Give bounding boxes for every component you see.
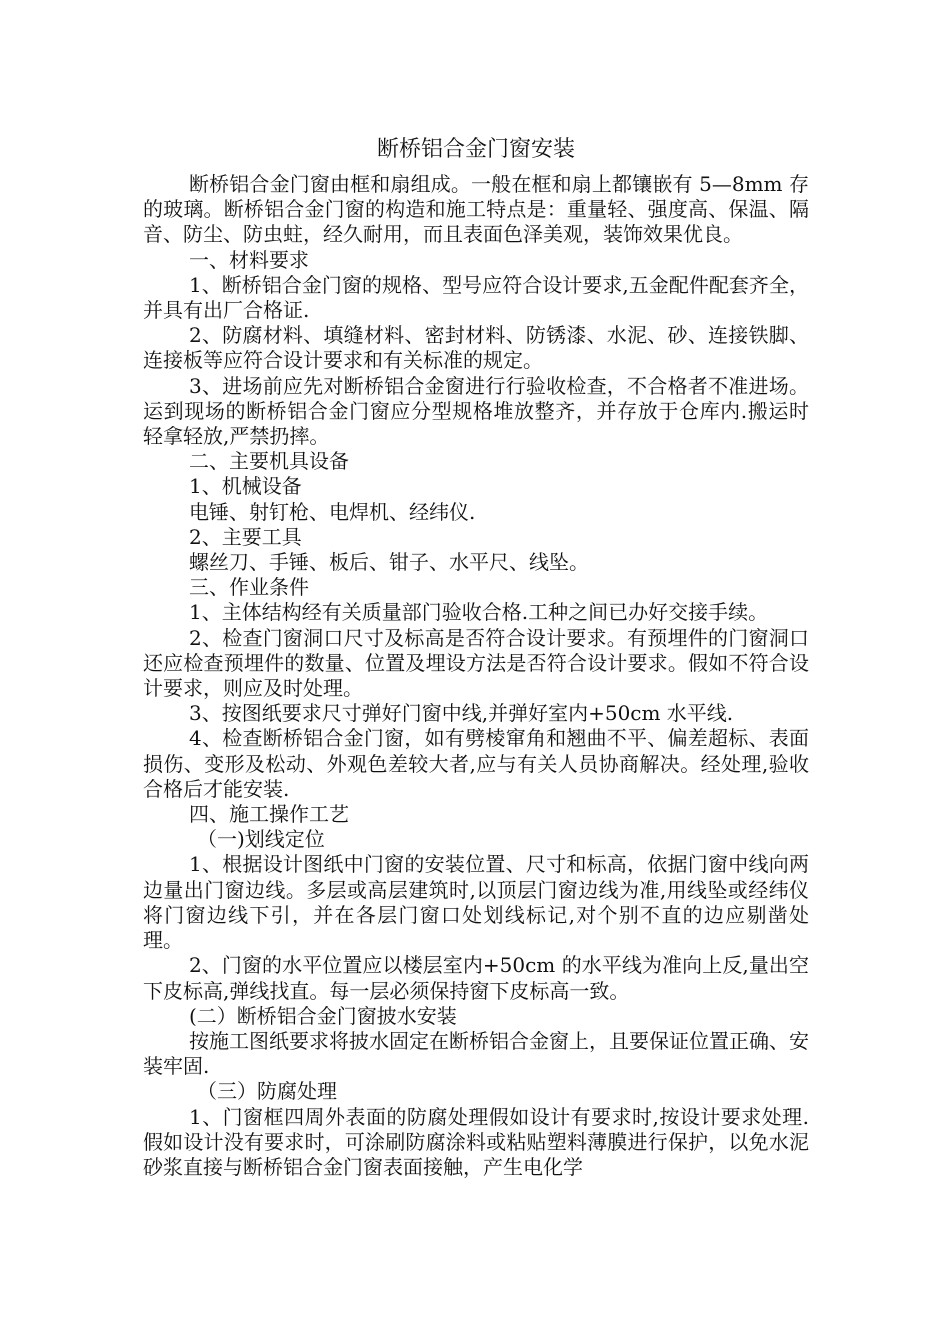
heading-materials: 一、材料要求 (189, 247, 309, 272)
paragraph-intro: 断桥铝合金门窗由框和扇组成。一般在框和扇上都镶嵌有 5—8mm 存的玻璃。断桥铝合金门窗的构造和施工特点是：重量轻、强度高、保温、隔音、防尘、防虫蛀，经久耐用，而且表面色泽美观，装饰效果优良。 (143, 172, 809, 247)
paragraph-anticorrosion-1: 1、门窗框四周外表面的防腐处理假如设计有要求时,按设计要求处理.假如设计没有要求时，可涂刷防腐涂料或粘贴塑料薄膜进行保护，以免水泥砂浆直接与断桥铝合金门窗表面接触，产生电化学 (143, 1104, 809, 1179)
document-page (143, 128, 809, 1180)
subheading-tools: 2、主要工具 (189, 524, 302, 549)
paragraph-material-2: 2、防腐材料、填缝材料、密封材料、防锈漆、水泥、砂、连接铁脚、连接板等应符合设计要求和有关标准的规定。 (143, 323, 809, 373)
paragraph-condition-3: 3、按图纸要求尺寸弹好门窗中线,并弹好室内+50cm 水平线. (189, 701, 734, 726)
document-title: 断桥铝合金门窗安装 (376, 137, 575, 162)
heading-conditions: 三、作业条件 (189, 575, 309, 600)
subheading-marking: （一)划线定位 (197, 827, 325, 852)
paragraph-tools-list: 螺丝刀、手锤、板后、钳子、水平尺、线坠。 (189, 550, 589, 575)
paragraph-condition-4: 4、检查断桥铝合金门窗，如有劈棱窜角和翘曲不平、偏差超标、表面损伤、变形及松动、外观色差较大者,应与有关人员协商解决。经处理,验收合格后才能安装. (143, 726, 809, 801)
paragraph-machinery-list: 电锤、射钉枪、电焊机、经纬仪. (189, 499, 476, 524)
paragraph-material-3: 3、进场前应先对断桥铝合金窗进行行验收检查，不合格者不准进场。运到现场的断桥铝合金门窗应分型规格堆放整齐，并存放于仓库内.搬运时轻拿轻放,严禁扔摔。 (143, 373, 809, 449)
paragraph-drip-cap: 按施工图纸要求将披水固定在断桥铝合金窗上，且要保证位置正确、安装牢固. (143, 1028, 809, 1079)
paragraph-condition-2: 2、检查门窗洞口尺寸及标高是否符合设计要求。有预埋件的门窗洞口还应检查预埋件的数量、位置及埋设方法是否符合设计要求。假如不符合设计要求，则应及时处理。 (143, 625, 809, 701)
paragraph-marking-2: 2、门窗的水平位置应以楼层室内+50cm 的水平线为准向上反,量出空下皮标高,弹线找直。每一层必须保持窗下皮标高一致。 (143, 953, 809, 1003)
paragraph-material-1: 1、断桥铝合金门窗的规格、型号应符合设计要求,五金配件配套齐全，并具有出厂合格证. (143, 272, 809, 323)
paragraph-marking-1: 1、根据设计图纸中门窗的安装位置、尺寸和标高，依据门窗中线向两边量出门窗边线。多层或高层建筑时,以顶层门窗边线为准,用线坠或经纬仪将门窗边线下引，并在各层门窗口处划线标记,对个别不直的边应剔凿处理。 (143, 852, 809, 953)
subheading-machinery: 1、机械设备 (189, 474, 302, 499)
subheading-anticorrosion: （三）防腐处理 (197, 1079, 337, 1104)
subheading-drip-cap: (二）断桥铝合金门窗披水安装 (189, 1003, 457, 1028)
heading-equipment: 二、主要机具设备 (189, 449, 349, 474)
paragraph-condition-1: 1、主体结构经有关质量部门验收合格.工种之间已办好交接手续。 (189, 600, 769, 625)
heading-process: 四、施工操作工艺 (189, 802, 349, 827)
